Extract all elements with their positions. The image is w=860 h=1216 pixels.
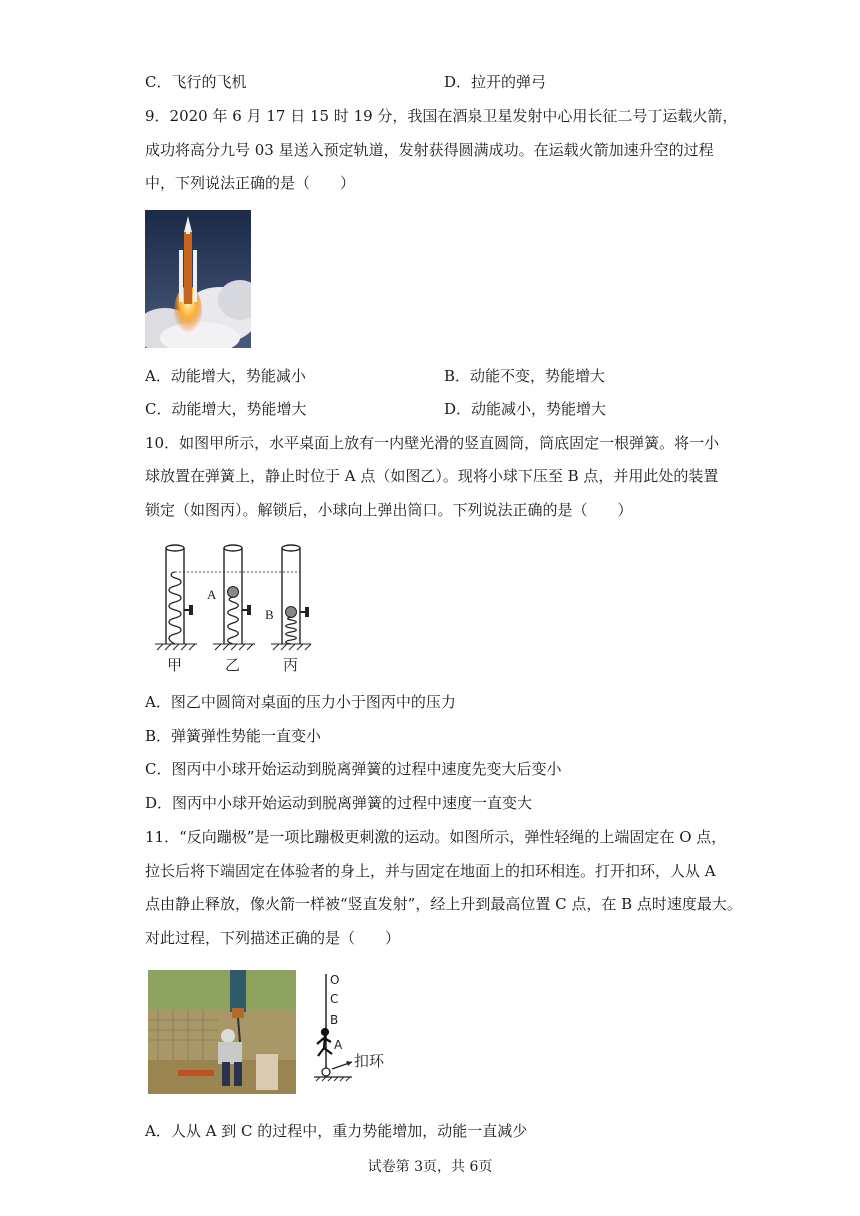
cylinder-bing <box>282 545 309 644</box>
q9-option-c: C．动能增大，势能增大 <box>145 400 307 418</box>
cylinder-yi <box>224 545 251 644</box>
reverse-bungee-diagram <box>312 970 412 1082</box>
q9-stem-line-1: 9．2020 年 6 月 17 日 15 时 19 分，我国在酒泉卫星发射中心用长征二号丁运载火箭， <box>145 107 738 125</box>
diagram-label-a: A <box>334 1038 343 1052</box>
q10-option-a: A．图乙中圆筒对桌面的压力小于图丙中的压力 <box>145 693 456 711</box>
figure-label-jia: 甲 <box>167 658 183 674</box>
q10-option-d: D．图丙中小球开始运动到脱离弹簧的过程中速度一直变大 <box>145 794 533 812</box>
diagram-label-o: O <box>330 973 340 987</box>
q10-stem-line-2: 球放置在弹簧上，静止时位于 A 点（如图乙）。现将小球下压至 B 点，并用此处的装置 <box>145 467 719 485</box>
q11-stem-line-1: 11．“反向蹦极”是一项比蹦极更刺激的运动。如图所示，弹性轻绳的上端固定在 O 点， <box>145 828 727 846</box>
point-label-a: A <box>207 587 217 602</box>
reverse-bungee-photo <box>148 970 296 1094</box>
q9-stem-line-2: 成功将高分九号 03 星送入预定轨道，发射获得圆满成功。在运载火箭加速升空的过程 <box>145 141 714 159</box>
spring-cylinder-figure <box>145 540 315 675</box>
q10-stem-line-1: 10．如图甲所示，水平桌面上放有一内壁光滑的竖直圆筒，筒底固定一根弹簧。将一小 <box>145 434 720 452</box>
figure-label-yi: 乙 <box>225 658 241 674</box>
q10-option-b: B．弹簧弹性势能一直变小 <box>145 727 322 745</box>
q8-option-c: C．飞行的飞机 <box>145 73 247 91</box>
q11-stem-line-3: 点由静止释放，像火箭一样被“竖直发射”，经上升到最高位置 C 点，在 B 点时速度最大。 <box>145 895 742 913</box>
q11-stem-line-4: 对此过程，下列描述正确的是（ ） <box>145 929 401 947</box>
cylinder-jia <box>166 545 193 644</box>
diagram-label-c: C <box>330 992 339 1006</box>
diagram-label-b: B <box>330 1013 339 1027</box>
q10-stem-line-3: 锁定（如图丙）。解锁后，小球向上弹出筒口。下列说法正确的是（ ） <box>145 501 633 519</box>
figure-label-bing: 丙 <box>283 658 299 674</box>
jumper-figure-icon <box>317 1029 332 1056</box>
q9-option-d: D．动能减小，势能增大 <box>444 400 607 418</box>
q9-option-b: B．动能不变，势能增大 <box>444 367 606 385</box>
q8-option-d: D．拉开的弹弓 <box>444 73 547 91</box>
point-label-b: B <box>265 607 274 622</box>
q11-stem-line-2: 拉长后将下端固定在体验者的身上，并与固定在地面上的扣环相连。打开扣环，人从 A <box>145 862 716 880</box>
q9-stem-line-3: 中，下列说法正确的是（ ） <box>145 174 356 192</box>
rocket-launch-image <box>145 210 251 348</box>
q9-option-a: A．动能增大，势能减小 <box>145 367 306 385</box>
q10-option-c: C．图丙中小球开始运动到脱离弹簧的过程中速度先变大后变小 <box>145 760 562 778</box>
page-footer: 试卷第 3页，共 6页 <box>367 1159 493 1175</box>
diagram-label-buckle: 扣环 <box>354 1052 385 1070</box>
q11-option-a: A．人从 A 到 C 的过程中，重力势能增加，动能一直减少 <box>145 1122 528 1140</box>
